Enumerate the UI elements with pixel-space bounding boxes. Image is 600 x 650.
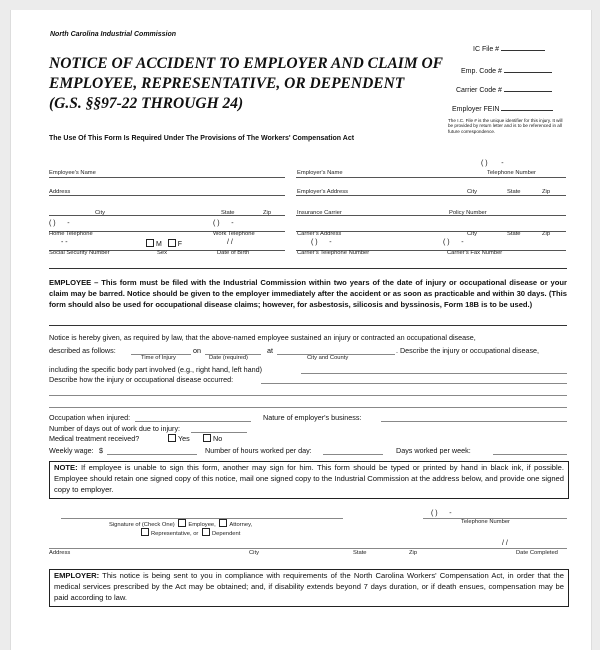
emp-code-label: Emp. Code #	[461, 68, 502, 75]
days-week-line[interactable]	[493, 454, 567, 455]
days-week-label: Days worked per week:	[396, 446, 471, 455]
employee-warning	[49, 278, 567, 310]
hours-label: Number of hours worked per day:	[205, 446, 312, 455]
work-phone-entry[interactable]: ( ) -	[213, 220, 234, 227]
carrier-code-field[interactable]	[456, 84, 552, 94]
carrier-fax-entry[interactable]: ( ) -	[443, 239, 464, 246]
home-phone-label: Home Telephone	[49, 231, 93, 237]
medical-no-checkbox[interactable]	[203, 434, 211, 442]
signature-label: Signature of (Check One) Employee, Attorney,	[109, 519, 252, 528]
carrier-phone-label: Carrier's Telephone Number	[297, 250, 370, 256]
employee-warning-text: This form must be filed with the Industrial Commission within two years of the date of injury or occupational disease or your claim may be barred. Notice should be given to the employer immediately after the accident or as soon as practicable and within 30 days. (This form should also be used for occupational disease claims; however, for asbestosis, silicosis and byssinosis, Form 18B is to be used.)	[49, 278, 568, 309]
section-divider-2	[49, 325, 567, 326]
employer-text	[54, 571, 564, 603]
employer-body: This notice is being sent to you in compliance with requirements of the North Carolina Workers' Compensation Act, in order that the medical services prescribed by the Act may be obtained; and, if disability extends beyond 7 days duration, or if death ensues, compensation may be paid according to law.	[54, 571, 564, 602]
occupation-label: Occupation when injured:	[49, 413, 131, 422]
use-statement: The Use Of This Form Is Required Under The Provisions of The Workers' Compensation Act	[49, 135, 355, 142]
at-label: at	[267, 346, 273, 355]
date-completed-entry[interactable]: / /	[502, 540, 508, 547]
employer-box	[49, 569, 569, 607]
signer-address-label: Address	[49, 550, 71, 556]
employer-address-label: Employer's Address	[297, 189, 349, 195]
employer-fein-field[interactable]	[452, 103, 553, 113]
signer-phone-entry[interactable]: ( ) -	[431, 510, 452, 517]
carrier-label: Insurance Carrier	[297, 210, 342, 216]
signer-zip-label: Zip	[409, 550, 418, 556]
employer-state-label: State	[507, 189, 521, 195]
ic-file-note: The I.C. File # is the unique identifier for this injury. It will be provided by return letter and is to be referenced in all future correspondence.	[448, 118, 563, 134]
dob-label: Date of Birth	[217, 250, 250, 256]
medical-no[interactable]: No	[201, 434, 222, 443]
employer-zip-label: Zip	[542, 189, 551, 195]
date-completed-label: Date Completed	[516, 550, 558, 556]
employee-zip-label: Zip	[263, 210, 272, 216]
city-county-label: City and County	[307, 355, 349, 361]
signer-city-label: City	[249, 550, 259, 556]
agency-name: North Carolina Industrial Commission	[50, 31, 177, 38]
how-line-2[interactable]	[49, 395, 567, 396]
employee-address-label: Address	[49, 189, 71, 195]
representative-checkbox[interactable]	[141, 528, 149, 536]
employee-name-line[interactable]	[49, 177, 285, 178]
weekly-wage-line[interactable]	[107, 454, 197, 455]
employee-city-line[interactable]	[49, 215, 285, 216]
employee-name-label: Employee's Name	[49, 170, 96, 176]
employer-address-line[interactable]	[296, 195, 566, 196]
carrier-city-label: City	[467, 231, 477, 237]
emp-code-field[interactable]	[461, 65, 552, 75]
title-line-2: EMPLOYEE, REPRESENTATIVE, OR DEPENDENT	[49, 75, 405, 92]
employee-state-label: State	[221, 210, 235, 216]
date-required-label: Date (required)	[209, 355, 248, 361]
ssn-entry[interactable]: - -	[61, 239, 68, 246]
describe-injury-label: . Describe the injury or occupational disease,	[396, 346, 540, 355]
sex-label: Sex	[157, 250, 167, 256]
employer-phone-label: Telephone Number	[487, 170, 536, 176]
note-lead: NOTE:	[54, 463, 78, 472]
carrier-fax-label: Carrier's Fax Number	[447, 250, 503, 256]
weekly-wage-label: Weekly wage:	[49, 446, 94, 455]
form-page	[10, 10, 592, 650]
employee-address-line[interactable]	[49, 195, 285, 196]
sex-f-checkbox[interactable]	[168, 239, 176, 247]
medical-label: Medical treatment received?	[49, 434, 140, 443]
employee-checkbox[interactable]	[178, 519, 186, 527]
note-box	[49, 461, 569, 499]
dob-entry[interactable]: / /	[227, 239, 233, 246]
title-line-3: (G.S. §§97-22 THROUGH 24)	[49, 95, 244, 112]
employer-name-label: Employer's Name	[297, 170, 343, 176]
employee-warning-lead: EMPLOYEE –	[49, 278, 99, 287]
signer-state-label: State	[353, 550, 367, 556]
signer-address-line[interactable]	[49, 548, 567, 549]
home-phone-entry[interactable]: ( ) -	[49, 220, 70, 227]
carrier-phone-entry[interactable]: ( ) -	[311, 239, 332, 246]
dollar-sign: $	[99, 446, 103, 455]
employer-name-line[interactable]	[296, 177, 566, 178]
carrier-state-label: State	[507, 231, 521, 237]
dependent-checkbox[interactable]	[202, 528, 210, 536]
body-part-line[interactable]	[301, 373, 567, 374]
ic-file-field[interactable]	[473, 43, 545, 53]
ic-file-label: IC File #	[473, 46, 500, 53]
hours-line[interactable]	[323, 454, 383, 455]
section-divider	[49, 268, 567, 269]
work-phone-label: Work Telephone	[213, 231, 255, 237]
attorney-checkbox[interactable]	[219, 519, 227, 527]
ssn-label: Social Security Number	[49, 250, 110, 256]
how-line-1[interactable]	[261, 383, 567, 384]
described-label: described as follows:	[49, 346, 116, 355]
employer-lead: EMPLOYER:	[54, 571, 100, 580]
employee-city-label: City	[95, 210, 105, 216]
signature-label-2: Representative, or Dependent	[139, 528, 240, 537]
time-of-injury-label: Time of Injury	[141, 355, 176, 361]
note-text	[54, 463, 564, 495]
how-line-3[interactable]	[49, 407, 567, 408]
notice-line-1: Notice is hereby given, as required by law, that the above-named employee sustained an injury or contracted an occupational disease,	[49, 333, 476, 342]
note-body: If employee is unable to sign this form, another may sign for him. This form should be typed or printed by hand in black ink, if possible. Employee should retain one signed copy of this notice, mail one signed copy to the Industrial Commission at the address below, and provide one signed copy to employer.	[54, 463, 564, 494]
sex-m-checkbox[interactable]	[146, 239, 154, 247]
medical-yes[interactable]: Yes	[166, 434, 190, 443]
medical-yes-checkbox[interactable]	[168, 434, 176, 442]
carrier-address-label: Carrier's Address	[297, 231, 342, 237]
days-out-line[interactable]	[191, 432, 247, 433]
occupation-line[interactable]	[135, 421, 251, 422]
carrier-code-label: Carrier Code #	[456, 87, 502, 94]
sex-entry[interactable]: M F	[144, 239, 182, 248]
days-out-label: Number of days out of work due to injury:	[49, 424, 181, 433]
employer-city-label: City	[467, 189, 477, 195]
signer-phone-label: Telephone Number	[461, 519, 510, 525]
form-title	[49, 54, 443, 114]
on-label: on	[193, 346, 201, 355]
how-label: Describe how the injury or occupational disease occurred:	[49, 375, 234, 384]
employer-fein-label: Employer FEIN	[452, 106, 500, 113]
carrier-zip-label: Zip	[542, 231, 551, 237]
policy-label: Policy Number	[449, 210, 487, 216]
nature-label: Nature of employer's business:	[263, 413, 362, 422]
nature-line[interactable]	[381, 421, 567, 422]
title-line-1: NOTICE OF ACCIDENT TO EMPLOYER AND CLAIM OF	[49, 55, 444, 72]
employer-phone-entry[interactable]: ( ) -	[481, 160, 504, 167]
body-part-label: including the specific body part involved (e.g., right hand, left hand)	[49, 365, 262, 374]
